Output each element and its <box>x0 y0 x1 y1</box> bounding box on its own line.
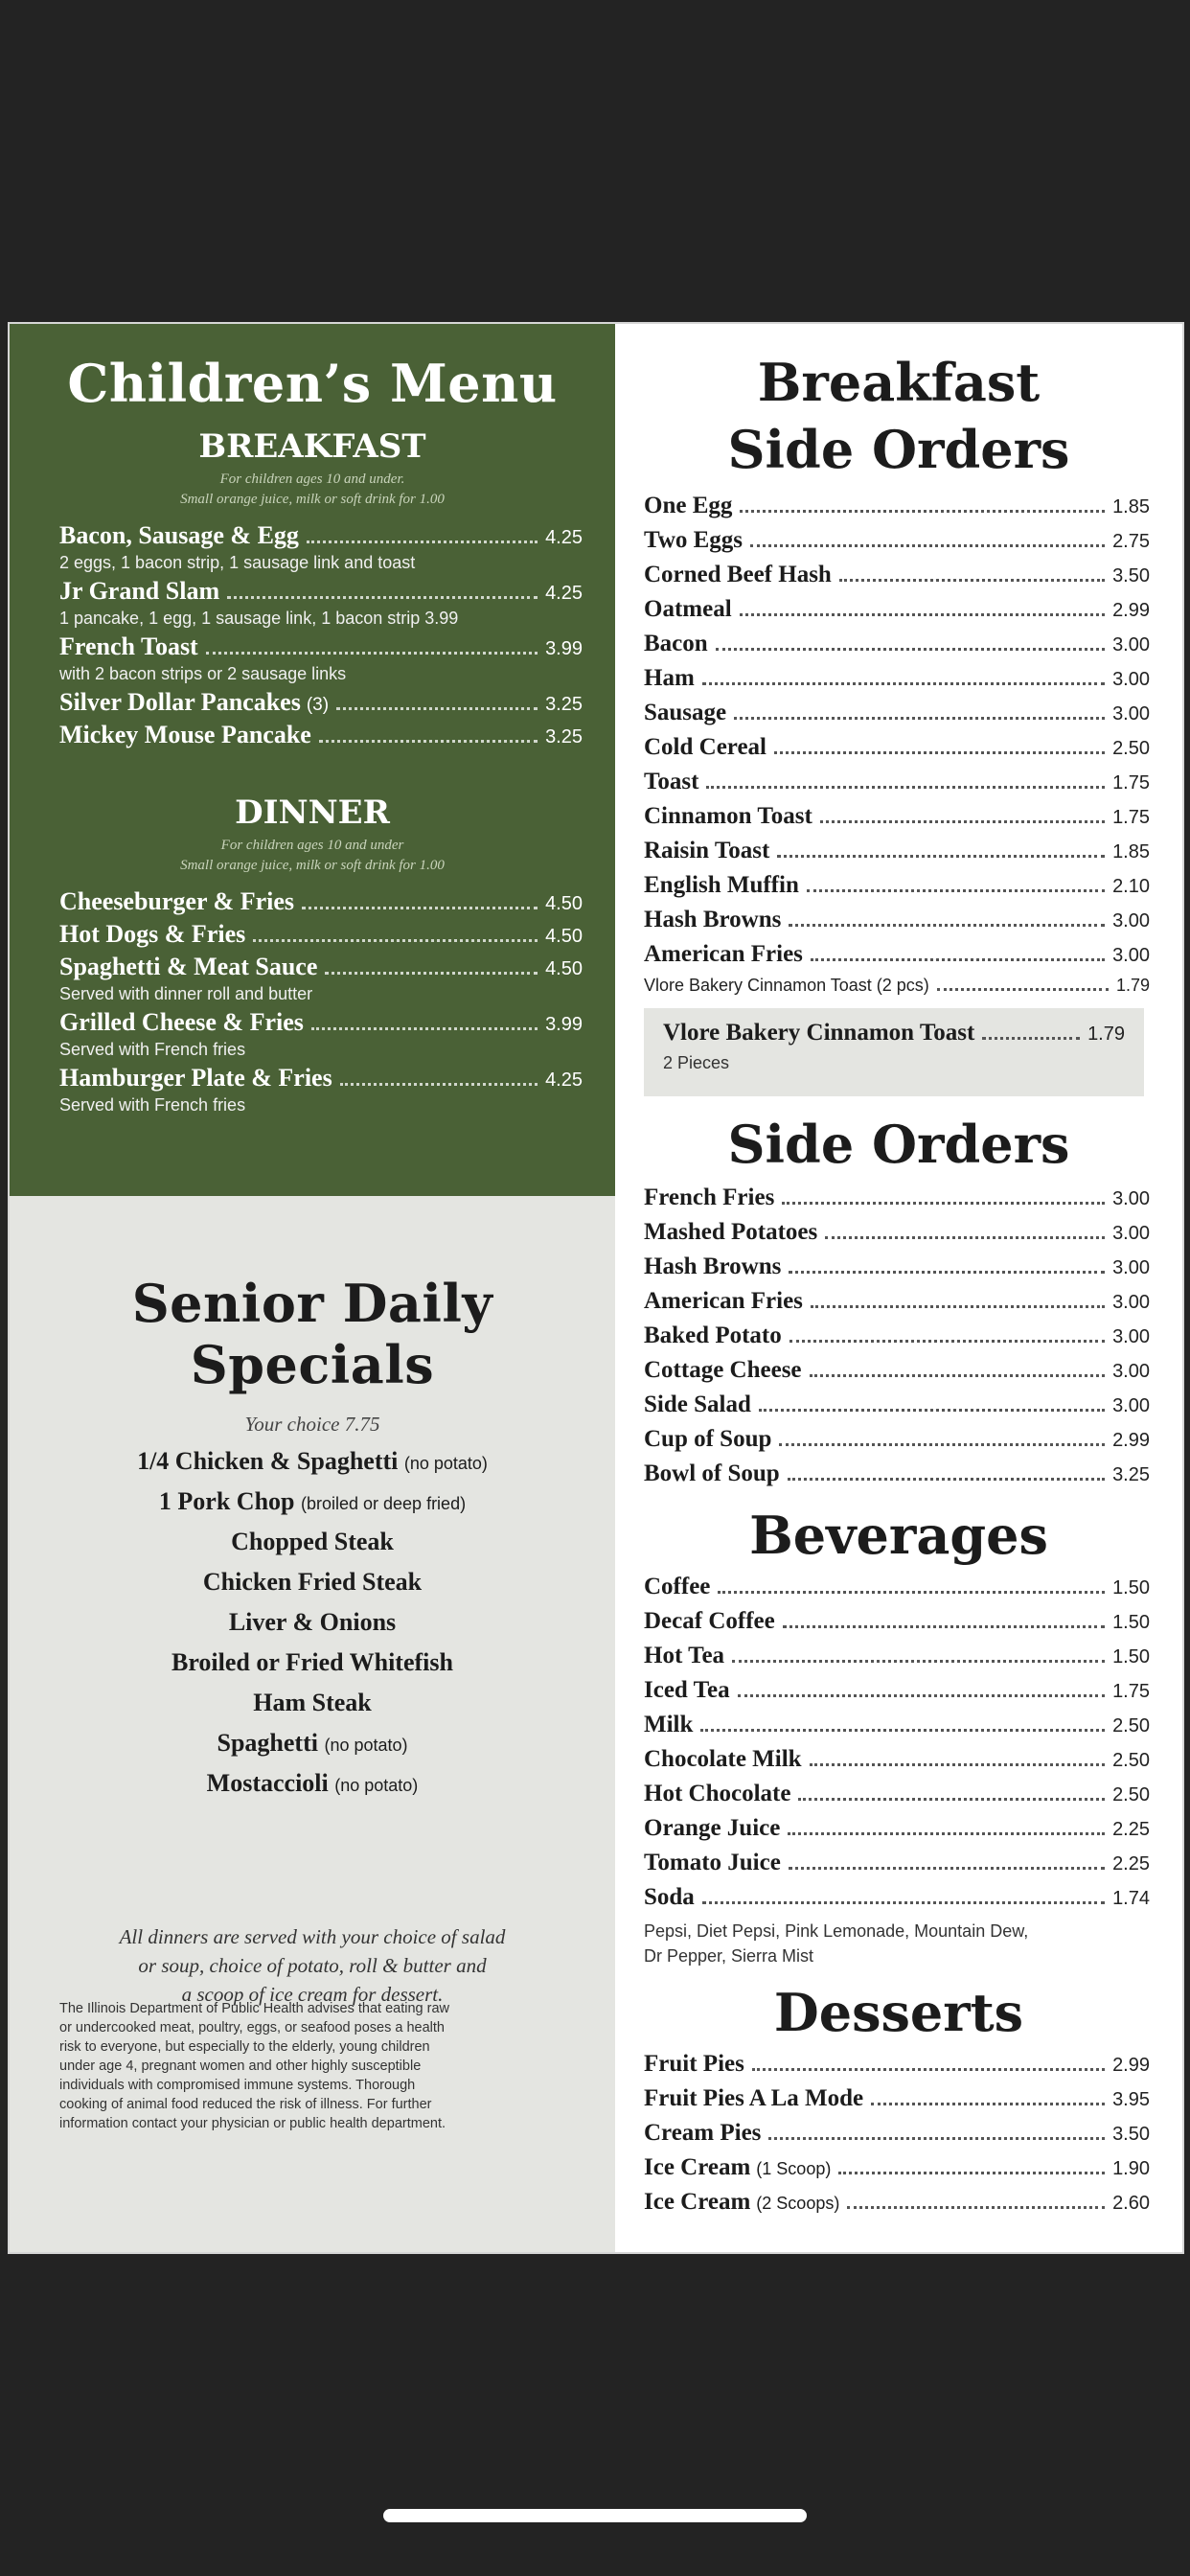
list-item <box>59 521 583 577</box>
dot-leader <box>206 652 538 655</box>
soda-flavors <box>644 1919 1150 1968</box>
beverages-list <box>644 1574 1150 1968</box>
list-item <box>10 1689 615 1729</box>
title-line-1: Breakfast <box>757 352 1041 413</box>
list-item <box>59 1064 583 1119</box>
item-price: 1.79 <box>1115 976 1150 995</box>
dot-leader <box>732 1660 1105 1663</box>
item-price: 3.95 <box>1112 2089 1150 2110</box>
item-name: Tomato Juice <box>644 1850 781 1875</box>
item-price: 3.00 <box>1112 945 1150 966</box>
item-name: Ice Cream <box>644 2189 751 2215</box>
list-item <box>644 907 1150 941</box>
item-name: Baked Potato <box>644 1322 782 1348</box>
dot-leader <box>750 544 1105 547</box>
list-item <box>10 1608 615 1648</box>
senior-title-line-2: Specials <box>190 1334 435 1395</box>
dot-leader <box>790 1340 1105 1343</box>
item-price: 4.50 <box>545 926 583 947</box>
list-item <box>644 1643 1150 1677</box>
item-price: 3.00 <box>1112 1292 1150 1313</box>
dot-leader <box>336 707 538 710</box>
list-item <box>644 941 1150 976</box>
item-name: Chopped Steak <box>231 1528 394 1555</box>
list-item <box>644 1574 1150 1608</box>
list-item <box>59 632 583 688</box>
list-item <box>644 1884 1150 1919</box>
item-name: Cup of Soup <box>644 1426 772 1452</box>
item-price: 1.50 <box>1112 1612 1150 1633</box>
dot-leader <box>702 682 1105 685</box>
dot-leader <box>307 540 538 543</box>
list-item <box>644 700 1150 734</box>
item-price: 3.50 <box>1112 2124 1150 2145</box>
dot-leader <box>779 1443 1105 1446</box>
advisory-line: risk to everyone, but especially to the elderly, young children <box>59 2039 430 2055</box>
list-item <box>644 1322 1150 1357</box>
item-qualifier: (broiled or deep fried) <box>300 1494 467 1513</box>
dot-leader <box>838 2172 1105 2174</box>
item-description: with 2 bacon strips or 2 sausage links <box>59 664 347 683</box>
item-name: Mostaccioli <box>206 1769 329 1797</box>
item-price: 2.25 <box>1112 1819 1150 1840</box>
item-name: Hot Tea <box>644 1643 725 1668</box>
item-name: Two Eggs <box>644 527 744 553</box>
list-item <box>59 953 583 1008</box>
advisory-line: The Illinois Department of Public Health advises that eating raw <box>59 2001 450 2016</box>
side-orders-title: Side Orders <box>727 1114 1070 1175</box>
list-item <box>644 1254 1150 1288</box>
dot-leader <box>789 924 1105 927</box>
item-name: Ice Cream <box>644 2154 751 2180</box>
kids-dinner-drink-note: Small orange juice, milk or soft drink for 1.00 <box>180 858 445 873</box>
item-price: 1.85 <box>1112 496 1150 518</box>
item-name: Fruit Pies <box>644 2051 744 2077</box>
dot-leader <box>302 907 538 909</box>
item-name: English Muffin <box>644 872 799 898</box>
item-name: Iced Tea <box>644 1677 730 1703</box>
item-price: 3.00 <box>1112 703 1150 724</box>
item-price: 3.25 <box>1112 1464 1150 1485</box>
list-item <box>644 803 1150 838</box>
health-advisory <box>59 1999 596 2133</box>
dot-leader <box>716 648 1105 651</box>
item-price: 3.00 <box>1112 1361 1150 1382</box>
item-price: 3.50 <box>1112 565 1150 586</box>
item-price: 1.90 <box>1112 2158 1150 2179</box>
list-item <box>644 2189 1150 2223</box>
item-description: 1 pancake, 1 egg, 1 sausage link, 1 bacon strip 3.99 <box>59 609 459 628</box>
item-price: 1.50 <box>1112 1646 1150 1668</box>
item-name: Hot Chocolate <box>644 1781 791 1806</box>
item-price: 1.50 <box>1112 1577 1150 1598</box>
item-name: Coffee <box>644 1574 711 1599</box>
dot-leader <box>788 1478 1105 1481</box>
senior-dinner-note <box>10 1922 615 2009</box>
note-line: or soup, choice of potato, roll & butter and <box>138 1954 487 1977</box>
desserts-title: Desserts <box>773 1982 1024 2043</box>
item-name: Ham Steak <box>253 1689 372 1716</box>
list-item <box>644 1460 1150 1495</box>
item-name: Spaghetti <box>217 1729 318 1757</box>
item-name: Corned Beef Hash <box>644 562 832 587</box>
advisory-line: cooking of animal food reduced the risk of illness. For further <box>59 2097 432 2112</box>
item-name: Raisin Toast <box>644 838 770 863</box>
dot-leader <box>718 1591 1105 1594</box>
list-item <box>59 688 583 721</box>
item-name: Chocolate Milk <box>644 1746 802 1772</box>
item-name: Side Salad <box>644 1392 751 1417</box>
senior-specials-panel <box>10 1196 615 2252</box>
list-item <box>644 1357 1150 1392</box>
dot-leader <box>798 1798 1105 1801</box>
item-qualifier: (no potato) <box>334 1776 419 1795</box>
note-line: a scoop of ice cream for dessert. <box>181 1983 444 2006</box>
item-description: Served with dinner roll and butter <box>59 984 313 1003</box>
dot-leader <box>807 889 1105 892</box>
list-item <box>644 1781 1150 1815</box>
dot-leader <box>768 2137 1105 2140</box>
item-name: Silver Dollar Pancakes <box>59 688 301 716</box>
dot-leader <box>789 1867 1105 1870</box>
advisory-line: under age 4, pregnant women and other highly susceptible <box>59 2058 422 2074</box>
dot-leader <box>759 1409 1105 1412</box>
item-price: 3.00 <box>1112 669 1150 690</box>
dot-leader <box>782 1202 1105 1205</box>
dot-leader <box>325 972 538 975</box>
item-name: French Fries <box>644 1184 775 1210</box>
list-item <box>10 1568 615 1608</box>
title-line-2: Side Orders <box>727 419 1070 480</box>
list-item <box>644 1746 1150 1781</box>
item-price: 2.50 <box>1112 1784 1150 1806</box>
senior-price-note: Your choice 7.75 <box>244 1413 380 1436</box>
senior-specials-title <box>10 1273 615 1395</box>
dot-leader <box>700 1729 1105 1732</box>
item-name: Grilled Cheese & Fries <box>59 1008 304 1036</box>
item-name: Hash Browns <box>644 1254 782 1279</box>
item-name: Jr Grand Slam <box>59 577 220 605</box>
dot-leader <box>788 1832 1105 1835</box>
item-name: Toast <box>644 769 699 794</box>
item-name: Mashed Potatoes <box>644 1219 818 1245</box>
dot-leader <box>740 510 1105 513</box>
list-item <box>644 2051 1150 2085</box>
item-name: Cottage Cheese <box>644 1357 802 1383</box>
dot-leader <box>811 1305 1105 1308</box>
kids-breakfast-heading: BREAKFAST <box>198 427 426 466</box>
list-item <box>644 1815 1150 1850</box>
item-name: Cold Cereal <box>644 734 767 760</box>
list-item <box>644 1184 1150 1219</box>
list-item <box>644 2154 1150 2189</box>
left-column <box>10 324 615 2252</box>
item-name: Oatmeal <box>644 596 732 622</box>
item-name: Broiled or Fried Whitefish <box>172 1648 453 1676</box>
dot-leader <box>253 939 538 942</box>
senior-title-line-1: Senior Daily <box>131 1273 493 1334</box>
home-indicator[interactable] <box>383 2509 807 2522</box>
item-price: 3.25 <box>545 726 583 748</box>
item-price: 2.10 <box>1112 876 1150 897</box>
desserts-list <box>644 2051 1150 2223</box>
list-item <box>644 1288 1150 1322</box>
list-item <box>10 1648 615 1689</box>
dot-leader <box>847 2206 1105 2209</box>
item-name: Bacon, Sausage & Egg <box>59 521 299 549</box>
dot-leader <box>820 820 1105 823</box>
dot-leader <box>752 2068 1105 2071</box>
item-name: Cinnamon Toast <box>644 803 812 829</box>
item-name: Cream Pies <box>644 2120 762 2146</box>
list-item <box>644 976 1150 1004</box>
item-price: 4.25 <box>545 1070 583 1091</box>
item-name: Decaf Coffee <box>644 1608 775 1634</box>
list-item <box>644 1608 1150 1643</box>
list-item <box>644 1677 1150 1712</box>
item-price: 2.50 <box>1112 738 1150 759</box>
note-line: All dinners are served with your choice of salad <box>119 1925 506 1948</box>
item-name: Chicken Fried Steak <box>202 1568 423 1596</box>
item-price: 2.75 <box>1112 531 1150 552</box>
dot-leader <box>783 1625 1105 1628</box>
item-name: 1 Pork Chop <box>158 1487 295 1515</box>
list-item <box>10 1769 615 1809</box>
item-name: Mickey Mouse Pancake <box>59 721 311 748</box>
item-price: 2.25 <box>1112 1853 1150 1874</box>
childrens-menu-title: Children’s Menu <box>67 353 558 414</box>
item-name: One Egg <box>644 493 733 518</box>
list-item <box>644 493 1150 527</box>
item-price: 4.50 <box>545 893 583 914</box>
dot-leader <box>706 786 1105 789</box>
list-item <box>644 872 1150 907</box>
advisory-line: or undercooked meat, poultry, eggs, or seafood poses a health <box>59 2020 445 2036</box>
item-price: 4.25 <box>545 527 583 548</box>
item-price: 1.74 <box>1112 1888 1150 1909</box>
kids-breakfast-age-note: For children ages 10 and under. <box>219 472 405 487</box>
item-name: Bacon <box>644 631 708 656</box>
item-price: 2.50 <box>1112 1750 1150 1771</box>
soda-flavors-line: Pepsi, Diet Pepsi, Pink Lemonade, Mountain Dew, <box>644 1921 1029 1941</box>
dot-leader <box>810 1763 1105 1766</box>
list-item <box>644 1392 1150 1426</box>
senior-specials-list <box>10 1447 615 1809</box>
item-qualifier: (no potato) <box>324 1736 408 1755</box>
item-price: 1.79 <box>1087 1024 1125 1045</box>
dot-leader <box>740 613 1105 616</box>
item-name: Vlore Bakery Cinnamon Toast (2 pcs) <box>644 976 929 995</box>
item-name: Ham <box>644 665 695 691</box>
kids-breakfast-list <box>59 521 583 753</box>
item-price: 3.00 <box>1112 1326 1150 1347</box>
item-name: Fruit Pies A La Mode <box>644 2085 864 2111</box>
childrens-menu-panel <box>10 324 615 1196</box>
list-item <box>644 665 1150 700</box>
item-price: 1.75 <box>1112 807 1150 828</box>
list-item <box>644 838 1150 872</box>
item-price: 3.99 <box>545 638 583 659</box>
list-item <box>644 2085 1150 2120</box>
kids-dinner-list <box>59 887 583 1119</box>
breakfast-sides-list <box>644 493 1150 1004</box>
item-name: American Fries <box>644 941 803 967</box>
breakfast-side-orders-title <box>615 349 1182 483</box>
list-item <box>644 562 1150 596</box>
item-name: Spaghetti & Meat Sauce <box>59 953 318 980</box>
dot-leader <box>811 958 1105 961</box>
item-name: Soda <box>644 1884 695 1910</box>
list-item <box>10 1447 615 1487</box>
item-name: Hot Dogs & Fries <box>59 920 246 948</box>
list-item <box>644 1850 1150 1884</box>
list-item <box>59 577 583 632</box>
list-item <box>59 920 583 953</box>
item-name: Milk <box>644 1712 694 1737</box>
item-quantity: (3) <box>306 695 330 715</box>
item-price: 3.00 <box>1112 1188 1150 1209</box>
item-name: Liver & Onions <box>228 1608 397 1636</box>
item-price: 4.50 <box>545 958 583 979</box>
list-item <box>59 887 583 920</box>
dot-leader <box>825 1236 1105 1239</box>
list-item <box>59 1008 583 1064</box>
dot-leader <box>311 1027 538 1030</box>
item-name: Hamburger Plate & Fries <box>59 1064 332 1092</box>
dot-leader <box>871 2103 1105 2105</box>
dot-leader <box>734 717 1105 720</box>
featured-item <box>644 1008 1144 1050</box>
item-price: 3.00 <box>1112 634 1150 656</box>
item-qualifier: (no potato) <box>403 1454 488 1473</box>
item-price: 2.99 <box>1112 600 1150 621</box>
dot-leader <box>227 596 538 599</box>
dot-leader <box>777 855 1105 858</box>
item-price: 2.99 <box>1112 1430 1150 1451</box>
dot-leader <box>702 1901 1105 1904</box>
list-item <box>644 1426 1150 1460</box>
advisory-line: individuals with compromised immune systems. Thorough <box>59 2078 416 2093</box>
item-name: Sausage <box>644 700 727 725</box>
item-price: 3.99 <box>545 1014 583 1035</box>
item-price: 3.00 <box>1112 1395 1150 1416</box>
list-item <box>644 769 1150 803</box>
item-name: American Fries <box>644 1288 803 1314</box>
kids-breakfast-drink-note: Small orange juice, milk or soft drink for 1.00 <box>180 492 445 507</box>
list-item <box>10 1528 615 1568</box>
item-price: 2.60 <box>1112 2193 1150 2214</box>
dot-leader <box>982 1037 1080 1040</box>
beverages-title: Beverages <box>749 1505 1048 1566</box>
dot-leader <box>774 751 1105 754</box>
list-item <box>59 721 583 753</box>
soda-flavors-line: Dr Pepper, Sierra Mist <box>644 1946 814 1966</box>
list-item <box>644 1219 1150 1254</box>
item-price: 3.00 <box>1112 1223 1150 1244</box>
list-item <box>644 2120 1150 2154</box>
item-price: 1.75 <box>1112 772 1150 794</box>
dot-leader <box>789 1271 1105 1274</box>
menu-sheet <box>8 322 1184 2254</box>
item-price: 3.25 <box>545 694 583 715</box>
list-item <box>644 596 1150 631</box>
item-price: 2.99 <box>1112 2055 1150 2076</box>
item-price: 1.75 <box>1112 1681 1150 1702</box>
item-qualifier: (1 Scoop) <box>756 2159 832 2178</box>
list-item <box>644 734 1150 769</box>
item-name: Orange Juice <box>644 1815 781 1841</box>
item-description: 2 Pieces <box>663 1053 730 1072</box>
item-description: Served with French fries <box>59 1040 246 1059</box>
kids-dinner-heading: DINNER <box>235 794 390 832</box>
list-item <box>644 1712 1150 1746</box>
dot-leader <box>340 1083 538 1086</box>
dot-leader <box>937 988 1109 991</box>
item-name: Vlore Bakery Cinnamon Toast <box>663 1020 975 1046</box>
kids-dinner-age-note: For children ages 10 and under <box>220 838 404 853</box>
item-qualifier: (2 Scoops) <box>756 2194 840 2213</box>
item-name: 1/4 Chicken & Spaghetti <box>137 1447 399 1475</box>
item-name: French Toast <box>59 632 198 660</box>
item-description: 2 eggs, 1 bacon strip, 1 sausage link and toast <box>59 553 416 572</box>
list-item <box>10 1487 615 1528</box>
item-description: Served with French fries <box>59 1095 246 1115</box>
dot-leader <box>839 579 1105 582</box>
advisory-line: information contact your physician or public health department. <box>59 2116 446 2131</box>
right-column <box>615 324 1182 2252</box>
dot-leader <box>738 1694 1105 1697</box>
item-price: 4.25 <box>545 583 583 604</box>
list-item <box>10 1729 615 1769</box>
item-price: 3.00 <box>1112 1257 1150 1278</box>
list-item <box>644 527 1150 562</box>
item-name: Cheeseburger & Fries <box>59 887 295 915</box>
dot-leader <box>319 740 538 743</box>
dot-leader <box>810 1374 1106 1377</box>
featured-item-box <box>644 1008 1144 1096</box>
item-price: 3.00 <box>1112 910 1150 932</box>
list-item <box>644 631 1150 665</box>
item-name: Hash Browns <box>644 907 782 932</box>
item-price: 1.85 <box>1112 841 1150 862</box>
item-name: Bowl of Soup <box>644 1460 780 1486</box>
item-price: 2.50 <box>1112 1715 1150 1736</box>
side-orders-list <box>644 1184 1150 1495</box>
